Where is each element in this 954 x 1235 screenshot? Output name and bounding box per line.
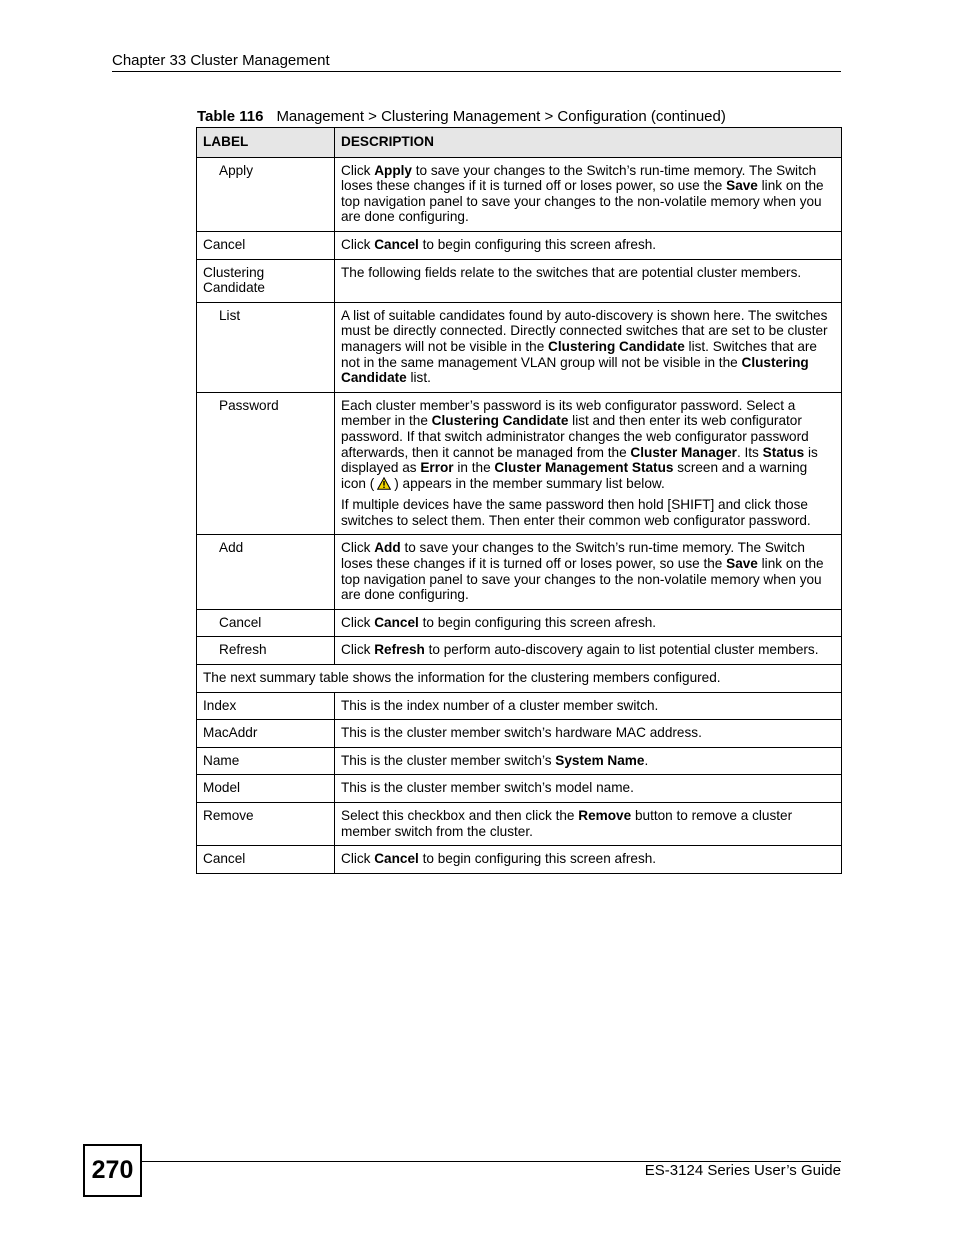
chapter-header: Chapter 33 Cluster Management bbox=[112, 52, 841, 72]
row-description bbox=[335, 720, 842, 748]
description-paragraph bbox=[341, 753, 835, 769]
row-description bbox=[335, 692, 842, 720]
bold-term: Cancel bbox=[374, 614, 419, 630]
row-label: Refresh bbox=[197, 637, 335, 665]
row-description bbox=[335, 392, 842, 535]
bold-term: Remove bbox=[578, 808, 632, 823]
table-row bbox=[197, 302, 842, 392]
row-label: Index bbox=[197, 692, 335, 720]
row-label: Password bbox=[197, 392, 335, 535]
text-run: to begin configuring this screen afresh. bbox=[418, 236, 657, 252]
table-header-row bbox=[197, 128, 842, 158]
table-row bbox=[197, 747, 842, 775]
row-label: List bbox=[197, 302, 335, 392]
row-description bbox=[335, 803, 842, 846]
text-run: to save your changes to the Switch’s run-time memory. The Switch loses these changes if it is turned off or loses power, so use the bbox=[341, 540, 805, 572]
description-paragraph bbox=[341, 540, 835, 602]
text-run: link on the top navigation panel to save your changes to the non-volatile memory when you are done configuring. bbox=[341, 556, 824, 603]
description-paragraph bbox=[341, 163, 835, 225]
table-row bbox=[197, 535, 842, 609]
row-description bbox=[335, 747, 842, 775]
bold-term: Error bbox=[420, 460, 454, 476]
table-row bbox=[197, 803, 842, 846]
row-description bbox=[335, 637, 842, 665]
text-run: to begin configuring this screen afresh. bbox=[418, 614, 657, 630]
guide-title: ES-3124 Series User’s Guide bbox=[644, 1162, 841, 1179]
text-run: The following fields relate to the switches that are potential cluster members. bbox=[341, 264, 802, 280]
table-row bbox=[197, 665, 842, 693]
table-row bbox=[197, 846, 842, 874]
text-run: . Its bbox=[736, 444, 763, 460]
table-row bbox=[197, 720, 842, 748]
row-label: Cancel bbox=[197, 846, 335, 874]
description-paragraph bbox=[341, 851, 835, 867]
text-run: list and then enter its web configurator password. If that switch administrator changes the web configurator password afterwards, then it cannot be managed from the bbox=[341, 413, 809, 460]
bold-term: Cluster Manager bbox=[630, 444, 737, 460]
bold-term: Clustering Candidate bbox=[341, 354, 809, 386]
table-row bbox=[197, 637, 842, 665]
text-run: A list of suitable candidates found by auto-discovery is shown here. The switches must be directly connected. Directly connected switches that are set to be cluster managers will not be visible in the bbox=[341, 307, 828, 354]
description-paragraph bbox=[341, 308, 835, 386]
row-description bbox=[335, 259, 842, 302]
description-paragraph bbox=[341, 497, 835, 528]
text-run: to save your changes to the Switch’s run-time memory. The Switch loses these changes if it is turned off or loses power, so use the bbox=[341, 162, 817, 194]
row-label: Clustering Candidate bbox=[197, 259, 335, 302]
text-run: Select this checkbox and then click the bbox=[341, 808, 579, 823]
description-paragraph bbox=[341, 615, 835, 631]
table-row bbox=[197, 775, 842, 803]
row-label: Cancel bbox=[197, 231, 335, 259]
table-body bbox=[197, 157, 842, 873]
description-table bbox=[196, 127, 842, 874]
text-run: link on the top navigation panel to save your changes to the non-volatile memory when you are done configuring. bbox=[341, 178, 824, 225]
text-run: ) appears in the member summary list below. bbox=[394, 475, 665, 491]
table-number: Table 116 bbox=[197, 108, 264, 125]
row-description bbox=[335, 846, 842, 874]
description-paragraph bbox=[341, 780, 835, 796]
row-label: Name bbox=[197, 747, 335, 775]
bold-term: Save bbox=[726, 556, 758, 572]
text-run: is displayed as bbox=[341, 444, 818, 476]
text-run: If multiple devices have the same password then hold [SHIFT] and click those switches to select them. Then enter their common web configurator password. bbox=[341, 497, 811, 528]
text-run: . bbox=[644, 752, 649, 768]
bold-term: Refresh bbox=[374, 642, 425, 658]
bold-term: System Name bbox=[555, 752, 645, 768]
row-description bbox=[335, 535, 842, 609]
bold-term: Status bbox=[762, 444, 805, 460]
text-run: Click bbox=[341, 540, 375, 556]
row-label: Cancel bbox=[197, 609, 335, 637]
description-column-header: DESCRIPTION bbox=[335, 128, 842, 158]
text-run: screen and a warning icon ( bbox=[341, 460, 808, 491]
description-paragraph bbox=[341, 725, 835, 741]
text-run: list. bbox=[406, 370, 431, 386]
description-paragraph bbox=[341, 642, 835, 658]
bold-term: Cancel bbox=[374, 851, 419, 867]
text-run: to perform auto-discovery again to list potential cluster members. bbox=[424, 642, 819, 658]
bold-term: Cluster Management Status bbox=[494, 460, 674, 476]
table-row bbox=[197, 259, 842, 302]
text-run: Click bbox=[341, 642, 375, 658]
table-row bbox=[197, 609, 842, 637]
text-run: button to remove a cluster member switch from the cluster. bbox=[341, 808, 793, 839]
row-label: MacAddr bbox=[197, 720, 335, 748]
text-run: list. Switches that are not in the same management VLAN group will not be visible in the bbox=[341, 338, 817, 370]
text-run: Click bbox=[341, 162, 375, 178]
bold-term: Save bbox=[726, 178, 758, 194]
text-run: This is the cluster member switch’s bbox=[341, 752, 556, 768]
table-row bbox=[197, 157, 842, 231]
table-row bbox=[197, 392, 842, 535]
description-paragraph bbox=[341, 265, 835, 281]
text-run: This is the cluster member switch’s hardware MAC address. bbox=[341, 725, 702, 741]
table-caption bbox=[197, 108, 726, 125]
text-run: This is the index number of a cluster member switch. bbox=[341, 697, 659, 713]
text-run: in the bbox=[453, 460, 495, 476]
table-title: Management > Clustering Management > Configuration (continued) bbox=[276, 108, 726, 125]
text-run: This is the cluster member switch’s model name. bbox=[341, 780, 634, 796]
bold-term: Cancel bbox=[374, 236, 419, 252]
table-row bbox=[197, 692, 842, 720]
label-column-header: LABEL bbox=[197, 128, 335, 158]
row-description bbox=[335, 775, 842, 803]
page-number: 270 bbox=[83, 1144, 142, 1197]
text-run: Click bbox=[341, 614, 375, 630]
description-paragraph bbox=[341, 808, 835, 839]
warning-icon bbox=[377, 477, 391, 494]
summary-note-cell: The next summary table shows the information for the clustering members configured. bbox=[197, 665, 842, 693]
description-paragraph bbox=[341, 698, 835, 714]
text-run: Click bbox=[341, 236, 375, 252]
row-label: Add bbox=[197, 535, 335, 609]
row-label: Remove bbox=[197, 803, 335, 846]
row-description bbox=[335, 302, 842, 392]
row-description bbox=[335, 231, 842, 259]
row-description bbox=[335, 609, 842, 637]
row-label: Apply bbox=[197, 157, 335, 231]
text-run: Click bbox=[341, 851, 375, 867]
bold-term: Clustering Candidate bbox=[431, 413, 569, 429]
bold-term: Add bbox=[374, 540, 401, 556]
bold-term: Apply bbox=[374, 162, 412, 178]
bold-term: Clustering Candidate bbox=[548, 338, 685, 354]
text-run: Each cluster member’s password is its web configurator password. Select a member in the bbox=[341, 397, 796, 429]
description-paragraph bbox=[341, 237, 835, 253]
row-label: Model bbox=[197, 775, 335, 803]
row-description bbox=[335, 157, 842, 231]
table-row bbox=[197, 231, 842, 259]
description-paragraph bbox=[341, 398, 835, 494]
text-run: to begin configuring this screen afresh. bbox=[418, 851, 657, 867]
